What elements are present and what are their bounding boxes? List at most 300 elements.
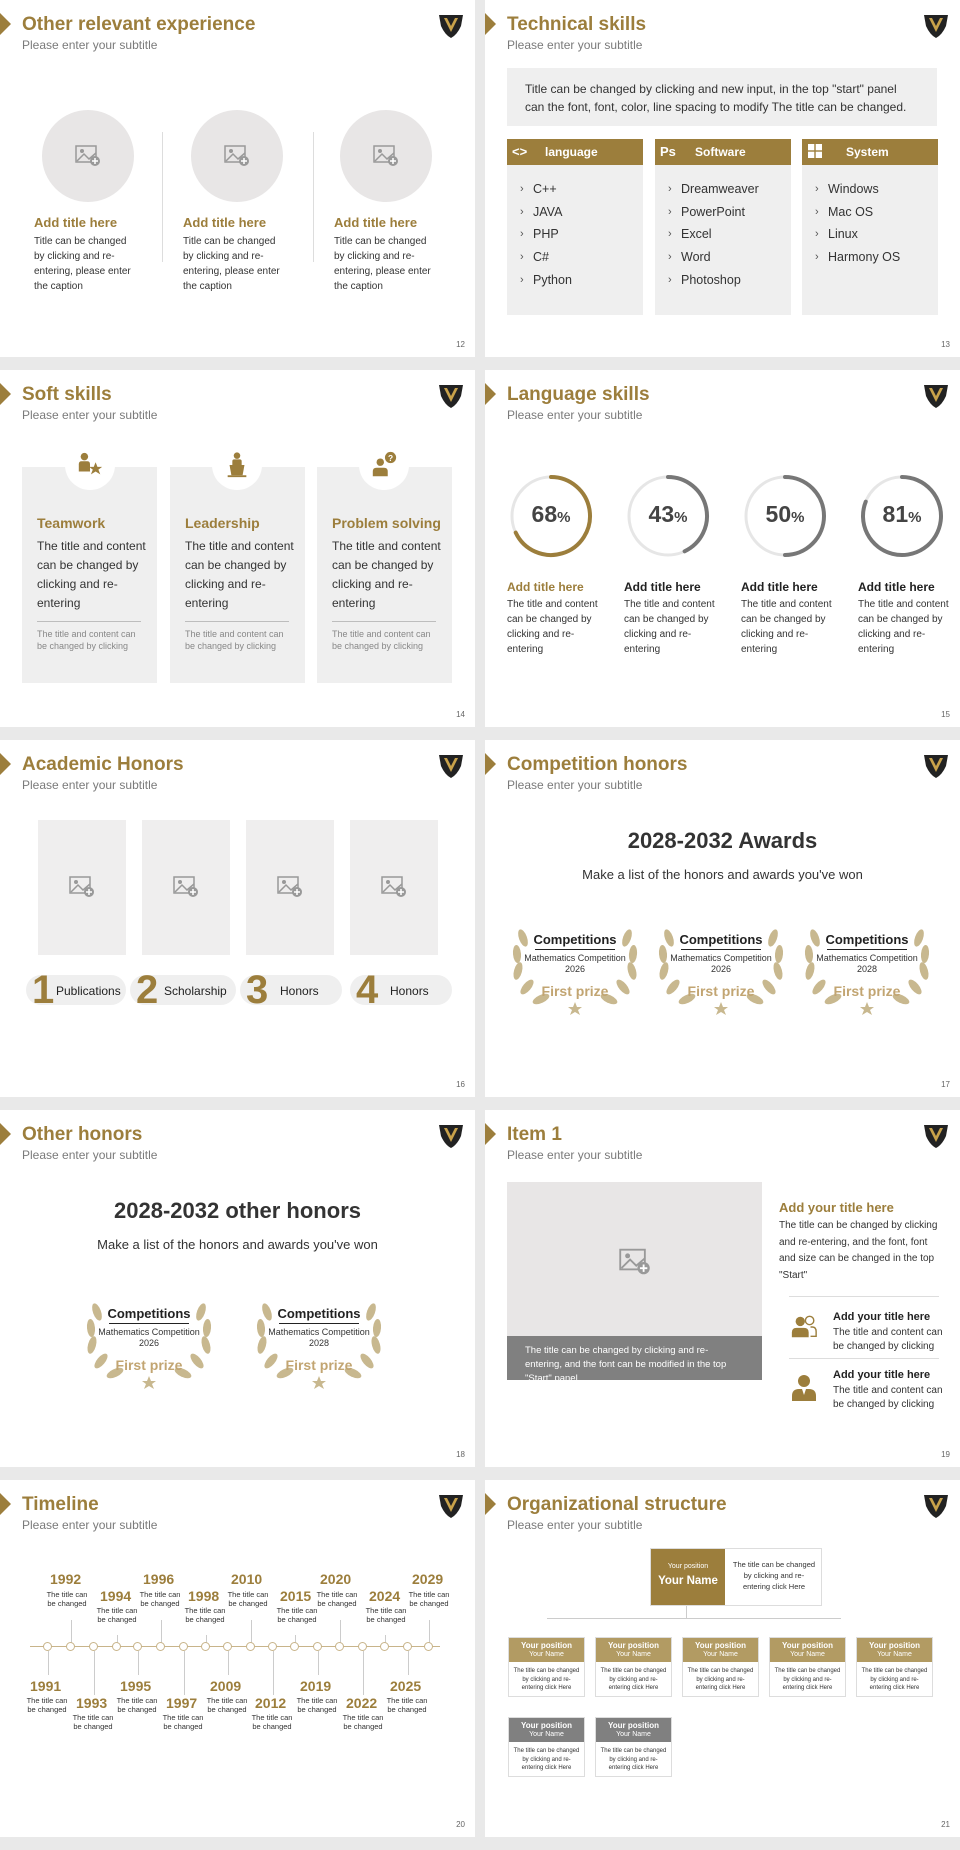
title-marker [485, 13, 496, 35]
slide-20 [0, 1480, 475, 1837]
item-title: Add title here [34, 215, 118, 230]
honor-text: Honors [280, 984, 319, 998]
list-item: › C# [533, 246, 643, 269]
timeline-dot [156, 1642, 165, 1651]
title-marker [0, 13, 11, 35]
card-note: The title and content can be changed by clicking [37, 629, 136, 651]
timeline-dot [223, 1642, 232, 1651]
award-year: 2026 [710, 964, 732, 974]
list-item: › Excel [681, 223, 791, 246]
problem-solving-icon [370, 451, 398, 479]
award-desc-text: Mathematics Competition [524, 953, 626, 963]
ring-title: Add title here [858, 580, 935, 594]
slide-subtitle: Please enter your subtitle [507, 1148, 643, 1162]
honor-text: Honors [390, 984, 429, 998]
title-marker [0, 383, 11, 405]
org-top-header [651, 1549, 725, 1605]
ring-number: 81 [882, 501, 909, 527]
honor-text: Publications [56, 984, 121, 998]
list-item: › Word [681, 246, 791, 269]
photo-placeholder[interactable] [340, 110, 432, 202]
person-icon [789, 1372, 819, 1402]
ring-caption: The title and content can be changed by clicking and re-entering [624, 599, 715, 655]
timeline-dot [313, 1642, 322, 1651]
org-node[interactable] [508, 1717, 585, 1777]
card-note: The title and content can be changed by clicking [332, 629, 431, 651]
award-year: 2028 [856, 964, 878, 974]
timeline-stem [408, 1651, 409, 1675]
shield-logo-icon [922, 12, 950, 40]
list-item: › Photoshop [681, 269, 791, 292]
timeline-year: 2009 [210, 1678, 242, 1694]
photo-placeholder[interactable] [42, 110, 134, 202]
list-item: › PowerPoint [681, 201, 791, 224]
divider [313, 132, 314, 262]
timeline-dot [335, 1642, 344, 1651]
timeline-caption: The title can be changed [408, 1590, 450, 1608]
photo-placeholder[interactable] [142, 820, 230, 955]
page-number: 15 [941, 710, 950, 719]
page-number: 12 [456, 340, 465, 349]
org-name: Your Name [529, 1731, 564, 1738]
slide-title: Timeline [22, 1494, 99, 1515]
card-content: The title and content can be changed by clicking and re-entering [37, 539, 146, 610]
org-top-node[interactable] [650, 1548, 822, 1606]
image-placeholder-icon [381, 876, 407, 898]
award-desc [249, 1327, 389, 1349]
ring-value [506, 501, 596, 528]
windows-icon [808, 144, 822, 158]
timeline-year: 1993 [76, 1695, 108, 1711]
awards-subheading: Make a list of the honors and awards you've won [582, 867, 863, 882]
page-number: 18 [456, 1450, 465, 1459]
slide-title: Other honors [22, 1124, 143, 1145]
slide-title: Academic Honors [22, 754, 184, 775]
skill-column-system [802, 139, 938, 315]
honor-number: 3 [246, 968, 269, 1012]
award-title: Competitions [277, 1306, 361, 1321]
shield-logo-icon [437, 752, 465, 780]
honor-text: Scholarship [164, 984, 227, 998]
ring-value [623, 501, 713, 528]
awards-heading: 2028-2032 Awards [627, 828, 818, 853]
slide-title: Item 1 [507, 1124, 562, 1145]
timeline-year: 2010 [231, 1571, 263, 1587]
photo-placeholder[interactable] [191, 110, 283, 202]
list-item: › PHP [533, 223, 643, 246]
award-desc-text: Mathematics Competition [268, 1327, 370, 1337]
item-title: Add title here [334, 215, 418, 230]
photo-caption-band: The title can be changed by clicking and re-entering, and the font can be modified in the top "Start" panel. [507, 1336, 762, 1380]
photo-placeholder[interactable] [246, 820, 334, 955]
photo-placeholder[interactable] [350, 820, 438, 955]
slide-subtitle: Please enter your subtitle [22, 1518, 158, 1532]
org-node[interactable] [682, 1637, 759, 1697]
page-number: 19 [941, 1450, 950, 1459]
image-placeholder-icon [173, 876, 199, 898]
page-number: 13 [941, 340, 950, 349]
award-underline [681, 949, 761, 950]
timeline-caption: The title can be changed [206, 1696, 248, 1714]
timeline-caption: The title can be changed [316, 1590, 358, 1608]
divider [37, 621, 141, 622]
org-description: The title can be changed by clicking and re-entering click Here [600, 1748, 667, 1771]
list-item: › JAVA [533, 201, 643, 224]
slide-13 [485, 0, 960, 357]
timeline-caption: The title can be changed [296, 1696, 338, 1714]
card-note: The title and content can be changed by clicking [185, 629, 284, 651]
icon-circle [212, 440, 262, 490]
item-caption: Title can be changed by clicking and re-entering, please enter the caption [183, 236, 280, 292]
timeline-year: 1996 [143, 1571, 175, 1587]
timeline-caption: The title can be changed [184, 1606, 226, 1624]
honor-number: 1 [32, 968, 55, 1012]
award-prize: First prize [541, 983, 609, 999]
timeline-dot [358, 1642, 367, 1651]
ring-number: 43 [648, 501, 675, 527]
timeline-stem [251, 1620, 252, 1644]
ring-title: Add title here [624, 580, 701, 594]
org-name: Your Name [790, 1651, 825, 1658]
skill-list [655, 165, 791, 292]
timeline-caption: The title can be changed [96, 1606, 138, 1624]
icon-circle [65, 440, 115, 490]
org-position: Your position [869, 1641, 920, 1650]
award-prize: First prize [115, 1357, 183, 1373]
ring-unit: % [674, 509, 688, 526]
org-connector [547, 1618, 841, 1619]
ring-value [857, 501, 947, 528]
org-description: The title can be changed by clicking and re-entering click Here [513, 1748, 580, 1771]
title-marker [485, 1493, 496, 1515]
org-name: Your Name [877, 1651, 912, 1658]
timeline-dot [112, 1642, 121, 1651]
award-laurel [249, 1292, 389, 1392]
award-desc [505, 953, 645, 975]
timeline-stem [318, 1651, 319, 1675]
timeline-year: 2029 [412, 1571, 444, 1587]
timeline-dot [424, 1642, 433, 1651]
slide-title: Other relevant experience [22, 14, 256, 35]
icon-circle [359, 440, 409, 490]
ring-number: 50 [765, 501, 792, 527]
award-title: Competitions [107, 1306, 191, 1321]
honor-label [350, 968, 452, 1012]
timeline-caption: The title can be changed [365, 1606, 407, 1624]
ring-caption: The title and content can be changed by clicking and re-entering [741, 599, 832, 655]
skill-card [317, 467, 452, 683]
image-placeholder-icon [224, 145, 250, 167]
title-marker [485, 753, 496, 775]
award-desc [651, 953, 791, 975]
award-underline [535, 949, 615, 950]
divider [789, 1296, 939, 1297]
list-item: › Dreamweaver [681, 178, 791, 201]
ring-number: 68 [531, 501, 558, 527]
slide-title: Organizational structure [507, 1494, 727, 1515]
org-node-header [509, 1718, 584, 1742]
divider [789, 1358, 939, 1359]
ring-caption: The title and content can be changed by clicking and re-entering [858, 599, 949, 655]
slide-subtitle: Please enter your subtitle [507, 38, 643, 52]
org-position: Your position [521, 1641, 572, 1650]
org-node-header [596, 1638, 671, 1662]
slide-16 [0, 740, 475, 1097]
item-title: Add title here [183, 215, 267, 230]
timeline-caption: The title can be changed [227, 1590, 269, 1608]
timeline-dot [380, 1642, 389, 1651]
list-item: › C++ [533, 178, 643, 201]
sub-text: The title and content can be changed by clicking [833, 1327, 943, 1352]
org-name: Your Name [616, 1731, 651, 1738]
timeline-year: 2024 [369, 1588, 401, 1604]
org-node-header [683, 1638, 758, 1662]
slide-19 [485, 1110, 960, 1467]
intro-text: Title can be changed by clicking and new input, in the top "start" panel can the font, font, color, line spacing to modify The title can be changed. [507, 68, 937, 126]
timeline-caption: The title can be changed [26, 1696, 68, 1714]
item-caption: Title can be changed by clicking and re-entering, please enter the caption [334, 236, 431, 292]
timeline-caption: The title can be changed [46, 1590, 88, 1608]
skill-list [507, 165, 643, 292]
org-name: Your Name [703, 1651, 738, 1658]
timeline-dot [268, 1642, 277, 1651]
org-node-header [509, 1638, 584, 1662]
org-position: Your position [695, 1641, 746, 1650]
list-item: › Harmony OS [828, 246, 938, 269]
honor-label [26, 968, 126, 1012]
org-node[interactable] [595, 1717, 672, 1777]
timeline-caption: The title can be changed [251, 1713, 293, 1731]
honors-subheading: Make a list of the honors and awards you've won [97, 1237, 378, 1252]
column-label: System [846, 145, 889, 159]
timeline-year: 2012 [255, 1695, 287, 1711]
card-content: The title and content can be changed by clicking and re-entering [332, 539, 441, 610]
list-item: › Windows [828, 178, 938, 201]
org-description: The title can be changed by clicking and re-entering click Here [861, 1668, 928, 1691]
timeline-stem [340, 1620, 341, 1644]
shield-logo-icon [922, 752, 950, 780]
org-position: Your position [521, 1721, 572, 1730]
title-marker [0, 753, 11, 775]
title-marker [0, 1493, 11, 1515]
title-marker [0, 1123, 11, 1145]
divider [332, 621, 436, 622]
timeline-caption: The title can be changed [162, 1713, 204, 1731]
org-name: Your Name [616, 1651, 651, 1658]
timeline-dot [403, 1642, 412, 1651]
list-item: › Mac OS [828, 201, 938, 224]
slide-title: Technical skills [507, 14, 647, 35]
org-node[interactable] [508, 1637, 585, 1697]
slide-17 [485, 740, 960, 1097]
skill-column-software [655, 139, 791, 315]
ring-caption: The title and content can be changed by clicking and re-entering [507, 599, 598, 655]
award-year: 2026 [138, 1338, 160, 1348]
timeline-stem [363, 1651, 364, 1695]
award-desc-text: Mathematics Competition [670, 953, 772, 963]
page-number: 16 [456, 1080, 465, 1089]
timeline-stem [184, 1651, 185, 1695]
code-icon: <> [512, 144, 528, 159]
timeline-stem [429, 1620, 430, 1644]
image-placeholder-icon [277, 876, 303, 898]
divider [162, 132, 163, 262]
page-number: 20 [456, 1820, 465, 1829]
award-laurel [79, 1292, 219, 1392]
honor-number: 2 [136, 968, 159, 1012]
timeline-year: 1991 [30, 1678, 62, 1694]
slide-21 [485, 1480, 960, 1837]
timeline-stem [228, 1651, 229, 1675]
shield-logo-icon [922, 1492, 950, 1520]
org-node[interactable] [595, 1637, 672, 1697]
timeline-stem [48, 1651, 49, 1675]
slide-subtitle: Please enter your subtitle [507, 778, 643, 792]
timeline-year: 2015 [280, 1588, 312, 1604]
timeline-caption: The title can be changed [139, 1590, 181, 1608]
slide-18 [0, 1110, 475, 1467]
award-desc-text: Mathematics Competition [816, 953, 918, 963]
org-node-header [857, 1638, 932, 1662]
list-item: › Linux [828, 223, 938, 246]
column-label: language [545, 145, 598, 159]
award-title: Competitions [679, 932, 763, 947]
progress-rings [485, 370, 960, 727]
page-number: 21 [941, 1820, 950, 1829]
award-desc [797, 953, 937, 975]
honor-number: 4 [356, 968, 379, 1012]
timeline-year: 2025 [390, 1678, 422, 1694]
timeline-year: 1995 [120, 1678, 152, 1694]
ring-title: Add title here [507, 580, 584, 594]
slide-subtitle: Please enter your subtitle [507, 408, 643, 422]
slide-14 [0, 370, 475, 727]
image-placeholder-icon [373, 145, 399, 167]
org-node[interactable] [769, 1637, 846, 1697]
org-node-header [770, 1638, 845, 1662]
timeline-dot [89, 1642, 98, 1651]
timeline-dot [179, 1642, 188, 1651]
award-prize: First prize [833, 983, 901, 999]
timeline-stem [273, 1651, 274, 1695]
column-header [507, 139, 643, 165]
timeline-stem [94, 1651, 95, 1695]
item-caption: Title can be changed by clicking and re-entering, please enter the caption [34, 236, 131, 292]
column-header [802, 139, 938, 165]
ring-value [740, 501, 830, 528]
card-title: Problem solving [332, 515, 441, 531]
slide-subtitle: Please enter your subtitle [22, 778, 158, 792]
org-description: The title can be changed by clicking and re-entering click Here [513, 1668, 580, 1691]
ring-unit: % [557, 509, 571, 526]
column-label: Software [695, 145, 746, 159]
image-placeholder-icon [619, 1248, 651, 1276]
slide-subtitle: Please enter your subtitle [507, 1518, 643, 1532]
timeline-caption: The title can be changed [342, 1713, 384, 1731]
award-title: Competitions [825, 932, 909, 947]
page-number: 14 [456, 710, 465, 719]
award-year: 2028 [308, 1338, 330, 1348]
org-description: The title can be changed by clicking and re-entering click Here [687, 1668, 754, 1691]
timeline-caption: The title can be changed [116, 1696, 158, 1714]
honor-label [240, 968, 342, 1012]
timeline-dot [290, 1642, 299, 1651]
image-placeholder-icon [75, 145, 101, 167]
org-position: Your position [608, 1641, 659, 1650]
divider [185, 621, 289, 622]
skill-card [170, 467, 305, 683]
timeline-stem [71, 1620, 72, 1644]
award-underline [109, 1323, 189, 1324]
award-year: 2026 [564, 964, 586, 974]
honors-heading: 2028-2032 other honors [114, 1198, 361, 1223]
org-description: The title can be changed by clicking and re-entering click Here [732, 1560, 816, 1591]
sub-title: Add your title here [833, 1369, 931, 1381]
org-position: Your position [782, 1641, 833, 1650]
shield-logo-icon [922, 1122, 950, 1150]
card-content: The title and content can be changed by clicking and re-entering [185, 539, 294, 610]
timeline-caption: The title can be changed [386, 1696, 428, 1714]
slide-subtitle: Please enter your subtitle [22, 408, 158, 422]
timeline-caption: The title can be changed [72, 1713, 114, 1731]
award-underline [279, 1323, 359, 1324]
award-laurel [651, 918, 791, 1018]
card-title: Teamwork [37, 515, 106, 531]
title-marker [485, 1123, 496, 1145]
org-description: The title can be changed by clicking and re-entering click Here [774, 1668, 841, 1691]
skill-list [802, 165, 938, 269]
award-prize: First prize [687, 983, 755, 999]
slide-title: Soft skills [22, 384, 112, 405]
timeline-dot [43, 1642, 52, 1651]
timeline-dot [201, 1642, 210, 1651]
timeline-year: 2022 [346, 1695, 378, 1711]
timeline-dot [133, 1642, 142, 1651]
timeline-year: 1992 [50, 1571, 82, 1587]
timeline-dot [66, 1642, 75, 1651]
slide-12 [0, 0, 475, 357]
teamwork-icon [76, 451, 104, 479]
award-laurel [797, 918, 937, 1018]
timeline-stem [138, 1651, 139, 1675]
ring-title: Add title here [741, 580, 818, 594]
award-desc [79, 1327, 219, 1349]
page-number: 17 [941, 1080, 950, 1089]
image-placeholder-icon [69, 876, 95, 898]
org-connector [686, 1606, 687, 1618]
photoshop-icon: Ps [660, 144, 676, 159]
sub-title: Add your title here [833, 1311, 931, 1323]
award-desc-text: Mathematics Competition [98, 1327, 200, 1337]
org-name: Your Name [529, 1651, 564, 1658]
org-node-header [596, 1718, 671, 1742]
people-group-icon [789, 1313, 819, 1341]
slide-subtitle: Please enter your subtitle [22, 1148, 158, 1162]
photo-placeholder[interactable] [38, 820, 126, 955]
ring-unit: % [791, 509, 805, 526]
shield-logo-icon [437, 382, 465, 410]
list-item: › Python [533, 269, 643, 292]
item-text: The title can be changed by clicking and re-entering, and the font, font and size can be changed in the top "Start" [779, 1220, 938, 1281]
skill-card [22, 467, 157, 683]
slide-subtitle: Please enter your subtitle [22, 38, 158, 52]
leadership-podium-icon [223, 451, 251, 479]
org-node[interactable] [856, 1637, 933, 1697]
svg-text:?: ? [387, 452, 394, 463]
org-position: Your position [608, 1721, 659, 1730]
award-laurel [505, 918, 645, 1018]
timeline-caption: The title can be changed [276, 1606, 318, 1624]
